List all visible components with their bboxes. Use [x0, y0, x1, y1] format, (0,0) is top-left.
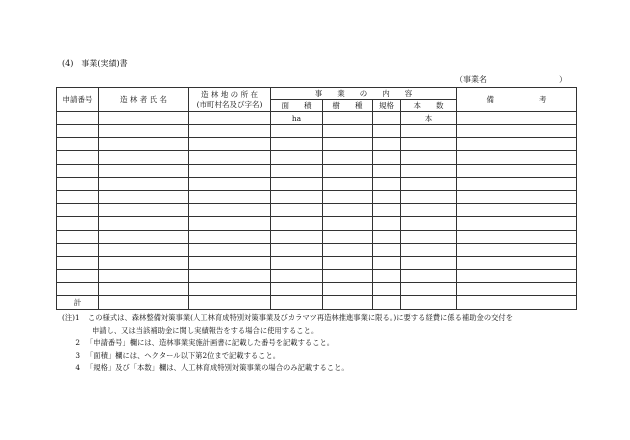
table-cell[interactable]	[373, 125, 401, 138]
table-cell[interactable]	[373, 112, 401, 125]
table-cell[interactable]	[457, 164, 577, 177]
table-cell[interactable]	[271, 217, 323, 230]
table-cell[interactable]	[323, 164, 373, 177]
note-4-text: 「規格」及び「本数」欄は、人工林育成特別対策事業の場合のみ記載すること。	[86, 363, 349, 372]
table-cell[interactable]	[401, 283, 457, 296]
table-cell[interactable]	[271, 138, 323, 151]
table-cell[interactable]	[271, 256, 323, 269]
section-title: (4) 事業(実績)書	[62, 59, 128, 68]
table-cell[interactable]	[401, 164, 457, 177]
table-cell[interactable]	[271, 125, 323, 138]
note-1-continued: 申請し、又は当該補助金に関し実績報告をする場合に使用すること。	[92, 325, 319, 335]
table-cell[interactable]	[373, 190, 401, 203]
table-cell[interactable]	[457, 230, 577, 243]
header-business-content: 事 業 の 内 容	[271, 88, 457, 100]
note-4	[62, 362, 513, 375]
table-row	[57, 190, 577, 203]
note-1	[62, 312, 513, 325]
table-cell[interactable]	[323, 138, 373, 151]
table-cell[interactable]	[189, 190, 271, 203]
unit-count: 本	[401, 112, 457, 125]
header-location-line1: 造 林 地 の 所 在	[201, 89, 258, 99]
table-cell[interactable]	[271, 190, 323, 203]
table-row	[57, 243, 577, 256]
table-cell[interactable]	[271, 164, 323, 177]
table-cell[interactable]	[271, 151, 323, 164]
table-cell[interactable]	[323, 112, 373, 125]
table-cell[interactable]	[401, 151, 457, 164]
table-cell[interactable]	[189, 138, 271, 151]
table-cell[interactable]	[99, 256, 189, 269]
header-application-no: 申請番号	[57, 88, 99, 112]
table-cell[interactable]	[373, 256, 401, 269]
table-cell[interactable]	[57, 177, 99, 190]
table-row	[57, 217, 577, 230]
table-cell[interactable]	[373, 151, 401, 164]
table-cell[interactable]	[373, 138, 401, 151]
table-cell[interactable]	[457, 256, 577, 269]
table-cell[interactable]	[189, 283, 271, 296]
notes-prefix: (注)1	[62, 313, 80, 322]
table-cell[interactable]	[57, 112, 99, 125]
table-cell[interactable]	[373, 217, 401, 230]
table-cell[interactable]	[99, 243, 189, 256]
table-cell[interactable]	[457, 177, 577, 190]
table-cell[interactable]	[57, 256, 99, 269]
table-cell[interactable]	[189, 256, 271, 269]
table-cell[interactable]	[189, 112, 271, 125]
table-cell[interactable]	[99, 230, 189, 243]
table-cell[interactable]	[57, 217, 99, 230]
table-cell[interactable]	[401, 125, 457, 138]
table-cell[interactable]	[323, 217, 373, 230]
note-3-number: 3	[75, 350, 80, 360]
header-spec: 規格	[373, 100, 401, 112]
table-cell[interactable]	[99, 164, 189, 177]
table-cell[interactable]	[99, 138, 189, 151]
table-cell[interactable]	[457, 270, 577, 283]
blank-rows	[57, 125, 577, 296]
table-cell[interactable]	[271, 204, 323, 217]
table-cell[interactable]	[457, 243, 577, 256]
table-cell[interactable]	[99, 112, 189, 125]
table-cell[interactable]	[189, 296, 271, 310]
table-cell[interactable]	[99, 190, 189, 203]
table-cell[interactable]	[271, 177, 323, 190]
table-row	[57, 270, 577, 283]
table-row	[57, 125, 577, 138]
note-1-text: この様式は、森林整備対策事業(人工林育成特別対策事業及びカラマツ再造林推進事業に限る。)に要する経費に係る補助金の交付を	[87, 313, 514, 322]
table-cell[interactable]	[189, 217, 271, 230]
table-cell[interactable]	[323, 151, 373, 164]
table-cell[interactable]	[401, 230, 457, 243]
table-cell[interactable]	[457, 283, 577, 296]
table-cell[interactable]	[373, 164, 401, 177]
table-cell[interactable]	[401, 138, 457, 151]
table-cell[interactable]	[57, 164, 99, 177]
table-cell[interactable]	[99, 177, 189, 190]
table-cell[interactable]	[271, 270, 323, 283]
table-cell[interactable]	[271, 283, 323, 296]
table-cell[interactable]	[401, 190, 457, 203]
table-cell[interactable]	[189, 151, 271, 164]
total-label: 計	[57, 296, 99, 310]
table-cell[interactable]	[323, 270, 373, 283]
table-row	[57, 112, 577, 125]
table-cell[interactable]	[99, 125, 189, 138]
table-row	[57, 256, 577, 269]
table-cell[interactable]	[99, 204, 189, 217]
table-cell[interactable]	[323, 177, 373, 190]
table-cell[interactable]	[99, 217, 189, 230]
header-species: 樹 種	[323, 100, 373, 112]
header-count: 本 数	[401, 100, 457, 112]
table-cell[interactable]	[401, 296, 457, 310]
table-cell[interactable]	[323, 243, 373, 256]
table-cell[interactable]	[189, 270, 271, 283]
table-cell[interactable]	[401, 217, 457, 230]
note-2-text: 「申請番号」欄には、造林事業実施計画書に記載した番号を記載すること。	[86, 338, 335, 347]
note-3-text: 「面積」欄には、ヘクタール以下第2位まで記載すること。	[86, 350, 281, 360]
table-cell[interactable]	[57, 270, 99, 283]
table-cell[interactable]	[57, 151, 99, 164]
table-cell[interactable]	[99, 270, 189, 283]
table-cell[interactable]	[189, 125, 271, 138]
table-cell[interactable]	[99, 283, 189, 296]
note-2-number: 2	[75, 338, 80, 347]
table-cell[interactable]	[373, 177, 401, 190]
table-cell[interactable]	[189, 243, 271, 256]
table-cell[interactable]	[373, 230, 401, 243]
header-location	[189, 88, 271, 112]
table-cell[interactable]	[373, 283, 401, 296]
table-cell[interactable]	[457, 296, 577, 310]
table-cell[interactable]	[271, 243, 323, 256]
table-cell[interactable]	[57, 138, 99, 151]
table-row	[57, 177, 577, 190]
table-cell[interactable]	[323, 230, 373, 243]
table-cell[interactable]	[323, 125, 373, 138]
table-cell[interactable]	[457, 217, 577, 230]
unit-area: ha	[271, 112, 323, 125]
table-cell[interactable]	[271, 230, 323, 243]
table-cell[interactable]	[457, 151, 577, 164]
notes	[62, 312, 513, 375]
table-cell[interactable]	[457, 112, 577, 125]
table-cell[interactable]	[373, 270, 401, 283]
table-cell[interactable]	[457, 125, 577, 138]
note-4-number: 4	[75, 363, 80, 372]
table-cell[interactable]	[189, 164, 271, 177]
table-cell[interactable]	[457, 190, 577, 203]
total-row	[57, 296, 577, 310]
header-remarks: 備 考	[457, 88, 577, 112]
table-row	[57, 283, 577, 296]
table-cell[interactable]	[57, 125, 99, 138]
table-cell[interactable]	[323, 256, 373, 269]
table-cell[interactable]	[99, 296, 189, 310]
table-cell[interactable]	[189, 177, 271, 190]
table-cell[interactable]	[57, 204, 99, 217]
table-cell[interactable]	[373, 204, 401, 217]
table-cell[interactable]	[189, 230, 271, 243]
table-cell[interactable]	[323, 296, 373, 310]
table-cell[interactable]	[271, 296, 323, 310]
table-cell[interactable]	[323, 190, 373, 203]
table-cell[interactable]	[373, 296, 401, 310]
business-record-table	[56, 87, 577, 310]
table-cell[interactable]	[323, 204, 373, 217]
table-row	[57, 230, 577, 243]
table-cell[interactable]	[57, 283, 99, 296]
table-row	[57, 164, 577, 177]
table-cell[interactable]	[323, 283, 373, 296]
table-cell[interactable]	[57, 230, 99, 243]
table-cell[interactable]	[401, 256, 457, 269]
table-row	[57, 204, 577, 217]
table-cell[interactable]	[57, 190, 99, 203]
table-cell[interactable]	[189, 204, 271, 217]
header-area: 面 積	[271, 100, 323, 112]
table-cell[interactable]	[373, 243, 401, 256]
note-2	[62, 337, 513, 350]
header-location-line2: (市町村名及び字名)	[196, 99, 263, 109]
table-cell[interactable]	[401, 177, 457, 190]
table-cell[interactable]	[401, 270, 457, 283]
table-row	[57, 138, 577, 151]
header-planter-name: 造 林 者 氏 名	[99, 88, 189, 112]
business-name-field: （事業名 ）	[455, 75, 567, 84]
table-cell[interactable]	[457, 204, 577, 217]
table-cell[interactable]	[401, 204, 457, 217]
table-row	[57, 151, 577, 164]
table-cell[interactable]	[57, 243, 99, 256]
note-3	[62, 350, 513, 363]
table-cell[interactable]	[401, 243, 457, 256]
table-cell[interactable]	[457, 138, 577, 151]
table-cell[interactable]	[99, 151, 189, 164]
